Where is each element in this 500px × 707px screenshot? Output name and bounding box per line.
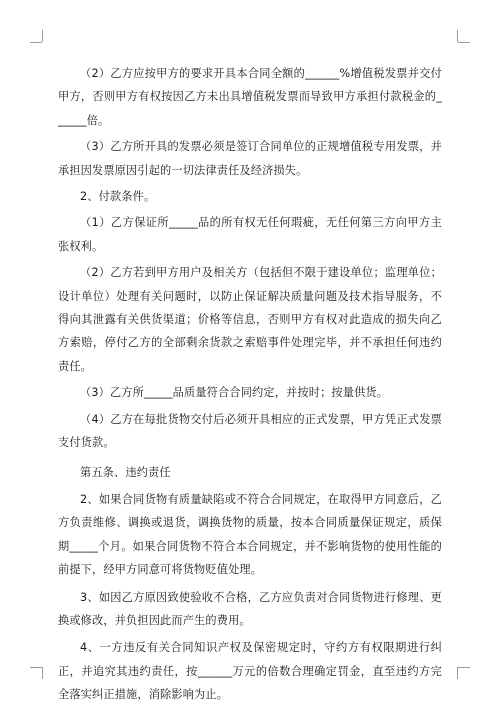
crop-mark-top-left-v [42,30,43,42]
crop-mark-bottom-right-v [457,667,458,679]
paragraph-invoice-vat: （2）乙方应按甲方的要求开具本合同全额的______%增值税发票并交付甲方，否则甲方有权按因乙方未出具增值税发票而导致甲方承担付款税金的______倍。 [58,67,442,127]
paragraph-acceptance-failure: 3、如因乙方原因致使验收不合格，乙方应负责对合同货物进行修理、更换或修改，并负担因此而产生的费用。 [58,590,442,627]
paragraph-ip-confidentiality-breach: 4、一方违反有关合同知识产权及保密规定时，守约方有权限期进行纠正，并追究其违约责任，按______万元的倍数合理确定罚金，直至违约方完全落实纠正措施，消除影响为止。 [58,641,442,702]
paragraph-ownership-guarantee: （1）乙方保证所_____品的所有权无任何瑕疵，无任何第三方向甲方主张权利。 [58,216,442,253]
crop-mark-bottom-left-v [42,667,43,679]
paragraph-invoice-requirement: （3）乙方所开具的发票必须是签订合同单位的正规增值税专用发票，并承担因发票原因引起的一切法律责任及经济损失。 [58,140,442,177]
crop-mark-top-right-h [458,42,470,43]
paragraph-formal-invoice: （4）乙方在每批货物交付后必须开具相应的正式发票，甲方凭正式发票支付货款。 [58,412,442,450]
paragraph-confidentiality: （2）乙方若到甲方用户及相关方（包括但不限于建设单位；监理单位；设计单位）处理有关问题时，以防止保证解决质量问题及技术指导服务，不得向其泄露有关供货渠道；价格等信息，否则甲方有权对此造成的损失向乙方索赔，停付乙方的全部剩余货款之索赔事件处理完毕，并不承担任何违约责任。 [58,266,442,373]
section-heading-payment-terms: 2、付款条件。 [80,190,156,204]
article-heading-breach-liability: 第五条、违约责任 [80,465,171,479]
paragraph-quality-defects: 2、如果合同货物有质量缺陷或不符合合同规定，在取得甲方同意后，乙方负责维修、调换或退货，调换货物的质量，按本合同质量保证规定，质保期_____个月。如果合同货物不符合本合同规定，并不影响货物的使用性能的前提下，经甲方同意可将货物贬值处理。 [58,492,442,577]
paragraph-quality-supply: （3）乙方所_____品质量符合合同约定，并按时；按量供货。 [80,386,389,400]
crop-mark-bottom-right-h [458,667,470,668]
crop-mark-bottom-left-h [30,667,42,668]
document-body [58,62,442,707]
crop-mark-top-right-v [457,30,458,42]
crop-mark-top-left-h [30,42,42,43]
